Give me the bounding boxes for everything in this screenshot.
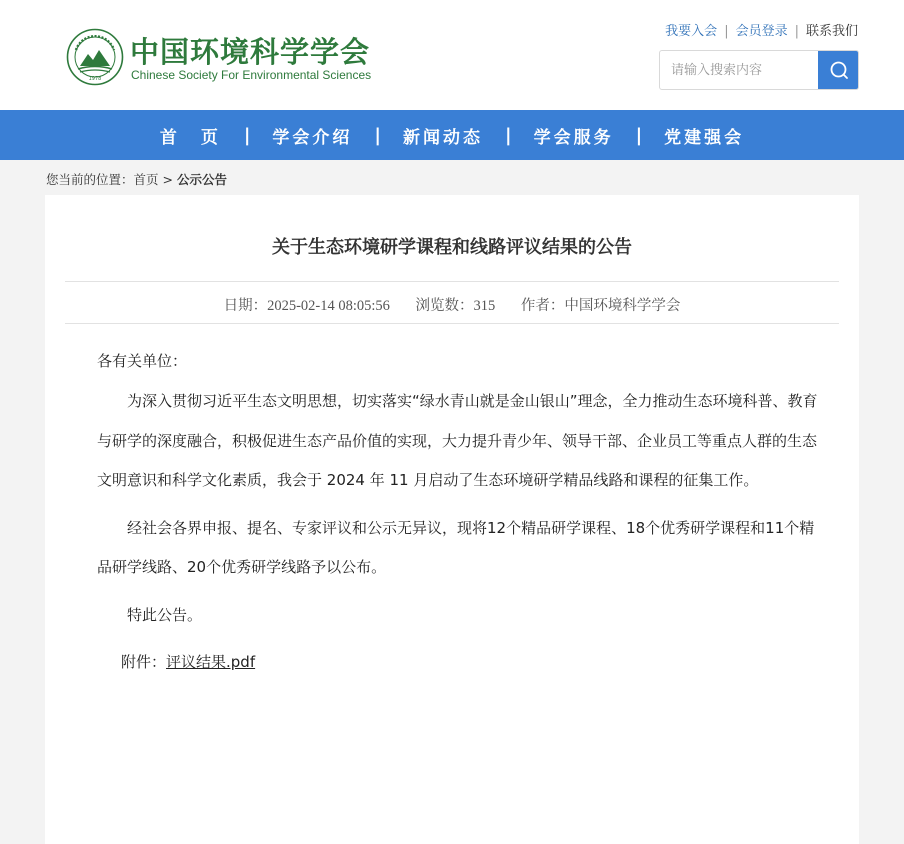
attachment-label: 附件： xyxy=(121,653,167,671)
article-greeting: 各有关单位： xyxy=(97,352,188,370)
breadcrumb-prefix: 您当前的位置： xyxy=(46,172,134,187)
article-meta xyxy=(45,294,859,315)
divider-top xyxy=(65,281,839,282)
breadcrumb-current[interactable]: 公示公告 xyxy=(177,172,228,187)
article-panel xyxy=(45,195,859,844)
link-divider: | xyxy=(724,24,729,39)
nav-divider: | xyxy=(374,124,381,146)
top-links xyxy=(665,20,858,39)
article-date: 日期：2025-02-14 08:05:56 xyxy=(223,298,390,314)
site-header xyxy=(0,0,904,110)
nav-divider: | xyxy=(243,124,251,146)
main-nav xyxy=(0,110,904,160)
attachment-row xyxy=(97,643,821,682)
search-button[interactable] xyxy=(818,50,859,90)
nav-item-home[interactable]: 首页 xyxy=(159,127,242,148)
article-author: 作者：中国环境科学学会 xyxy=(520,298,681,314)
article-paragraph: 特此公告。 xyxy=(127,605,203,624)
search-icon xyxy=(829,60,849,80)
breadcrumb xyxy=(46,170,227,188)
society-emblem-icon xyxy=(66,28,124,86)
contact-link[interactable]: 联系我们 xyxy=(805,24,858,39)
svg-text:1978: 1978 xyxy=(88,76,102,82)
site-logo[interactable] xyxy=(66,26,386,88)
breadcrumb-arrow: > xyxy=(162,172,174,187)
logo-title-cn: 中国环境科学学会 xyxy=(130,35,371,69)
member-login-link[interactable]: 会员登录 xyxy=(735,24,788,39)
search-input[interactable] xyxy=(660,51,820,89)
breadcrumb-home-link[interactable]: 首页 xyxy=(133,172,159,187)
article-views: 浏览数：315 xyxy=(415,298,496,314)
article-body xyxy=(97,342,821,682)
article-paragraph: 经社会各界申报、提名、专家评议和公示无异议，现将12个精品研学课程、18个优秀研学课程和11个精品研学线路、20个优秀研学线路予以公布。 xyxy=(97,518,815,576)
article-paragraph: 为深入贯彻习近平生态文明思想，切实落实“绿水青山就是金山银山”理念，全力推动生态环境科普、教育与研学的深度融合，积极促进生态产品价值的实现，大力提升青少年、领导干部、企业员工等重点人群的生态文明意识和科学文化素质，我会于 2024 年 11 月启动了生态环境研学精品线路和课程的征集工作。 xyxy=(97,392,818,489)
attachment-link[interactable]: 评议结果.pdf xyxy=(166,653,256,671)
nav-item-party-building[interactable]: 党建强会 xyxy=(664,127,745,148)
nav-item-news[interactable]: 新闻动态 xyxy=(403,127,483,148)
nav-divider: | xyxy=(505,124,512,146)
link-divider: | xyxy=(794,24,799,39)
nav-item-about[interactable]: 学会介绍 xyxy=(272,127,353,148)
logo-title-en: Chinese Society For Environmental Sciences xyxy=(131,68,372,82)
nav-item-services[interactable]: 学会服务 xyxy=(533,127,614,148)
join-link[interactable]: 我要入会 xyxy=(665,24,718,39)
search-box xyxy=(659,50,859,90)
article-title: 关于生态环境研学课程和线路评议结果的公告 xyxy=(272,237,632,258)
nav-divider: | xyxy=(635,124,643,146)
divider-bottom xyxy=(65,323,839,324)
